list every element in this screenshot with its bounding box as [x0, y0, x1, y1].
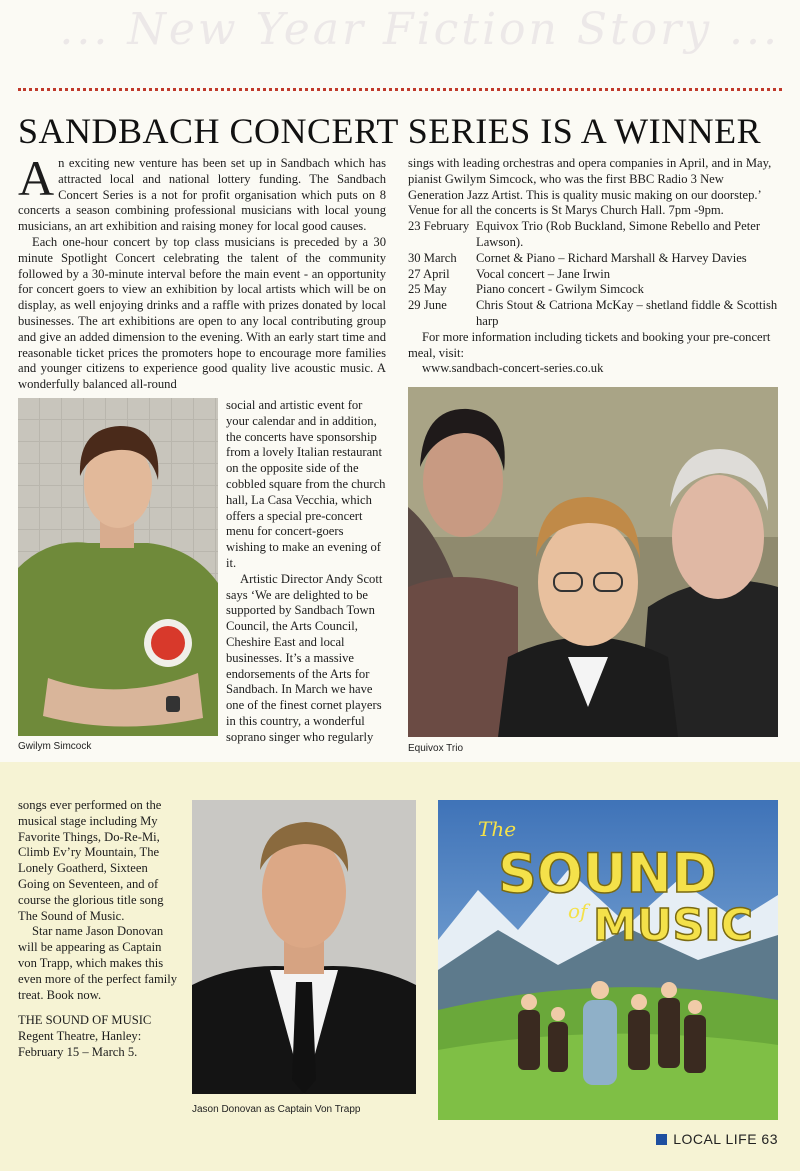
- article-column-1: [18, 150, 386, 393]
- ghost-heading: ... New Year Fiction Story ...: [59, 4, 780, 55]
- poster-of: of: [568, 899, 588, 923]
- schedule-row: 25 May Piano concert - Gwilym Simcock: [408, 282, 644, 297]
- jason-caption: Jason Donovan as Captain Von Trapp: [192, 1104, 361, 1115]
- intro-paragraph: An exciting new venture has been set up in Sandbach which has attracted local and national lottery funding. The Sandbach Concert Series is a not for profit organisation which puts on 8 concerts a season combining professional musicians with local young musicians, an art exhibition and raising money for local good causes.: [18, 150, 386, 234]
- article-wrap-column: [226, 398, 386, 746]
- equivox-caption: Equivox Trio: [408, 743, 464, 754]
- schedule-row: 30 March Cornet & Piano – Richard Marshall & Harvey Davies: [408, 250, 747, 265]
- footer-label: LOCAL LIFE 63: [673, 1131, 778, 1147]
- schedule-row: 29 June Chris Stout & Catriona McKay – shetland fiddle & Scottish harp: [408, 298, 778, 328]
- sound-of-music-poster: [438, 800, 778, 1120]
- jason-paragraph: Star name Jason Donovan will be appearing as Captain von Trapp, which makes this even more of the perfect family treat. Book now.: [18, 924, 178, 1002]
- dotted-divider: [18, 88, 782, 91]
- page-footer: [656, 1131, 778, 1147]
- jason-donovan-photo: [192, 800, 416, 1094]
- more-info-line: For more information including tickets and booking your pre-concert meal, visit:: [408, 329, 771, 360]
- quote-continuation: sings with leading orchestras and opera companies in April, and in May, pianist Gwilym Simcock, who was the first BBC Radio 3 New Generation Jazz Artist. This is quality music making on our doorstep.’: [408, 156, 772, 202]
- show-venue: Regent Theatre, Hanley:: [18, 1029, 142, 1044]
- sponsorship-paragraph: social and artistic event for your calendar and in addition, the concerts have sponsorship from a lovely Italian restaurant on the opposite side of the cobbled square from the church hall, La Casa Vecchia, which offers a special pre-concert menu for concert-goers wishing to make an evening of it.: [226, 398, 386, 570]
- venue-line: Venue for all the concerts is St Marys Church Hall. 7pm -9pm.: [408, 203, 724, 218]
- gwilym-caption: Gwilym Simcock: [18, 741, 92, 752]
- director-quote-paragraph: Artistic Director Andy Scott says ‘We are delighted to be supported by Sandbach Town Council, the Arts Council, Cheshire East and local businesses. It’s a massive endorsements of the Arts for Sandbach. In March we have one of the finest cornet players in this country, a wonderful soprano singer who regularly: [226, 571, 383, 744]
- schedule-row: 27 April Vocal concert – Jane Irwin: [408, 266, 611, 281]
- poster-sound: SOUND: [498, 842, 717, 905]
- show-dates: February 15 – March 5.: [18, 1044, 138, 1059]
- poster-the: The: [478, 817, 517, 841]
- article-column-2: [408, 156, 780, 377]
- footer-square-icon: [656, 1134, 667, 1145]
- poster-music: MUSIC: [593, 900, 753, 951]
- website-link[interactable]: www.sandbach-concert-series.co.uk: [422, 361, 604, 376]
- headline: SANDBACH CONCERT SERIES IS A WINNER: [18, 111, 762, 151]
- concert-schedule: [408, 219, 780, 330]
- schedule-row: 23 February Equivox Trio (Rob Buckland, Simone Rebello and Peter Lawson).: [408, 219, 761, 249]
- songs-paragraph: songs ever performed on the musical stage including My Favorite Things, Do-Re-Mi, Climb Ev’ry Mountain, The Lonely Goatherd, Sixteen Going on Seventeen, and of course the glorious title song The Sound of Music.: [18, 798, 164, 923]
- equivox-trio-photo: [408, 387, 778, 737]
- show-title: THE SOUND OF MUSIC: [18, 1013, 152, 1028]
- drop-cap: A: [18, 150, 55, 206]
- gwilym-simcock-photo: [18, 398, 218, 736]
- spotlight-paragraph: Each one-hour concert by top class musicians is preceded by a 30 minute Spotlight Concert celebrating the talent of the community followed by a 30-minute interval before the main event - an opportunity for concert goers to view an exhibition by local artists which will be on display, as well enjoying drinks and a raffle with prizes donated by local businesses. The art exhibitions are open to any local contributing group and give an added dimension to the evening. With an early start time and reasonable ticket prices the promoters hope to encourage more families and younger citizens to experience good quality live acoustic music. A wonderfully balanced all-round: [18, 234, 386, 392]
- sound-of-music-column: [18, 798, 182, 1061]
